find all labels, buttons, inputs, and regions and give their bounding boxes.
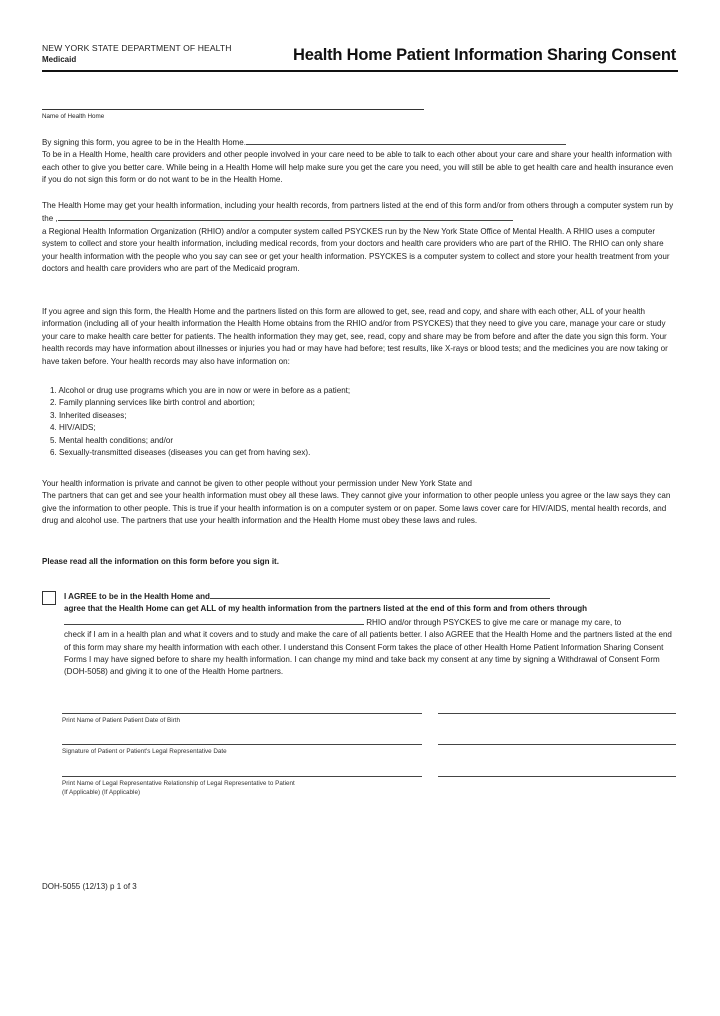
patient-signature-field[interactable] — [62, 744, 422, 745]
intro-lead: By signing this form, you agree to be in the Health Home. — [42, 138, 246, 147]
agree-rhio-blank[interactable] — [64, 616, 364, 625]
intro-body: To be in a Health Home, health care providers and other people involved in your care need to be able to talk to each other about your care and share your health information with each other to give you better care. While being in a Health Home will help make sure you get the care you need, you will still be able to get health care and health insurance even if you do not sign this form or do not want to be in the Health Home. — [42, 150, 674, 185]
legal-rep-name-field[interactable] — [62, 776, 422, 777]
privacy-lead: Your health information is private and cannot be given to other people without your permission under New York State and — [42, 479, 473, 488]
read-notice: Please read all the information on this form before you sign it. — [42, 557, 279, 566]
agreement-text — [64, 590, 676, 679]
agree-line-1: I AGREE to be in the Health Home and — [64, 592, 210, 601]
list-item: 6. Sexually-transmitted diseases (diseases you can get from having sex). — [50, 448, 311, 458]
list-item: 3. Inherited diseases; — [50, 410, 127, 420]
health-home-name-field[interactable] — [42, 109, 424, 110]
rhio-lead: The Health Home may get your health information, including your health records, from partners listed at the end of this form and/or from others through a computer system run by the , — [42, 201, 674, 224]
patient-signature-date-label: Signature of Patient or Patient's Legal Representative Date — [62, 748, 227, 755]
header-rule — [42, 70, 678, 72]
signature-date-field[interactable] — [438, 744, 676, 745]
list-item: 5. Mental health conditions; and/or — [50, 435, 174, 445]
sensitive-info-list — [50, 385, 350, 459]
patient-name-dob-label: Print Name of Patient Patient Date of Birth — [62, 717, 180, 724]
header-agency — [42, 42, 232, 66]
paragraph-privacy — [42, 478, 676, 528]
legal-rep-relationship-field[interactable] — [438, 776, 676, 777]
patient-dob-field[interactable] — [438, 713, 676, 714]
legal-rep-label-line-2: (If Applicable) (If Applicable) — [62, 789, 141, 796]
rhio-name-blank[interactable] — [58, 212, 513, 221]
agree-health-home-blank[interactable] — [210, 590, 550, 599]
agree-body: check if I am in a health plan and what it covers and to study and make the care of all patients better. I also AGREE that the Health Home and the partners listed at the end of this form may share my health information with each other. I understand this Consent Form takes the place of other Health Home Patient Information Sharing Consent Forms I may have signed before to share my health information. I can change my mind and take back my consent at any time by signing a Withdrawal of Consent Form (DOH-5058) and giving it to one of the Health Home partners. — [64, 630, 672, 677]
program-name: Medicaid — [42, 55, 77, 64]
list-item: 1. Alcohol or drug use programs which you are in now or were in before as a patient; — [50, 386, 351, 395]
rhio-body: a Regional Health Information Organization (RHIO) and/or a computer system called PSYCKES run by the New York State Office of Mental Health. A RHIO uses a computer system to collect and store your health information, including medical records, from your doctors and health care providers who are part of the RHIO. The RHIO can only share your health information with the people who you say can see or get your health information. PSYCKES is a computer system to collect and store your health treatment from your doctors and health care providers who are part of the Medicaid program. — [42, 226, 670, 274]
legal-rep-label-line-1: Print Name of Legal Representative Relationship of Legal Representative to Patient — [62, 780, 295, 787]
agree-checkbox[interactable] — [42, 591, 56, 605]
paragraph-intro — [42, 136, 676, 187]
list-item: 4. HIV/AIDS; — [50, 423, 96, 433]
paragraph-rhio — [42, 200, 676, 275]
department-name: NEW YORK STATE DEPARTMENT OF HEALTH — [42, 43, 232, 53]
list-item: 2. Family planning services like birth control and abortion; — [50, 398, 255, 408]
privacy-body: The partners that can get and see your health information must obey all these laws. They cannot give your information to other people unless you agree or the law says they can give the information to other people. This is true if your health information is on a computer system or on paper. Some laws cover care for HIV/AIDS, mental health records, and drug and alcohol use. The partners that use your health information and the Health Home must obey these laws and rules. — [42, 491, 671, 526]
health-home-name-label: Name of Health Home — [42, 113, 105, 120]
agree-line-2: agree that the Health Home can get ALL of my health information from the partners listed at the end of this form and from others through — [64, 604, 588, 614]
form-footer: DOH-5055 (12/13) p 1 of 3 — [42, 882, 137, 891]
legal-rep-label — [62, 779, 295, 797]
form-title: Health Home Patient Information Sharing Consent — [293, 46, 676, 64]
patient-name-field[interactable] — [62, 713, 422, 714]
agree-line-3: RHIO and/or through PSYCKES to give me care or manage my care, to — [366, 617, 622, 627]
intro-health-home-blank[interactable] — [246, 136, 566, 145]
paragraph-sharing: If you agree and sign this form, the Health Home and the partners listed on this form are allowed to get, see, read and copy, and share with each other, ALL of your health information (including all of your health information the Health Home obtains from the RHIO and/or from PSYCKES) that they need to give you care, manage your care or study your care to make health care better for patients. The health information they may get, see, read, copy and share may be from before and after the date you sign this form. Your health records may have information about illnesses or injuries you had or may have had before; test results, like X-rays or blood tests; and the medicines you are now taking or have taken before. Your health records may also have information on: — [42, 307, 668, 366]
